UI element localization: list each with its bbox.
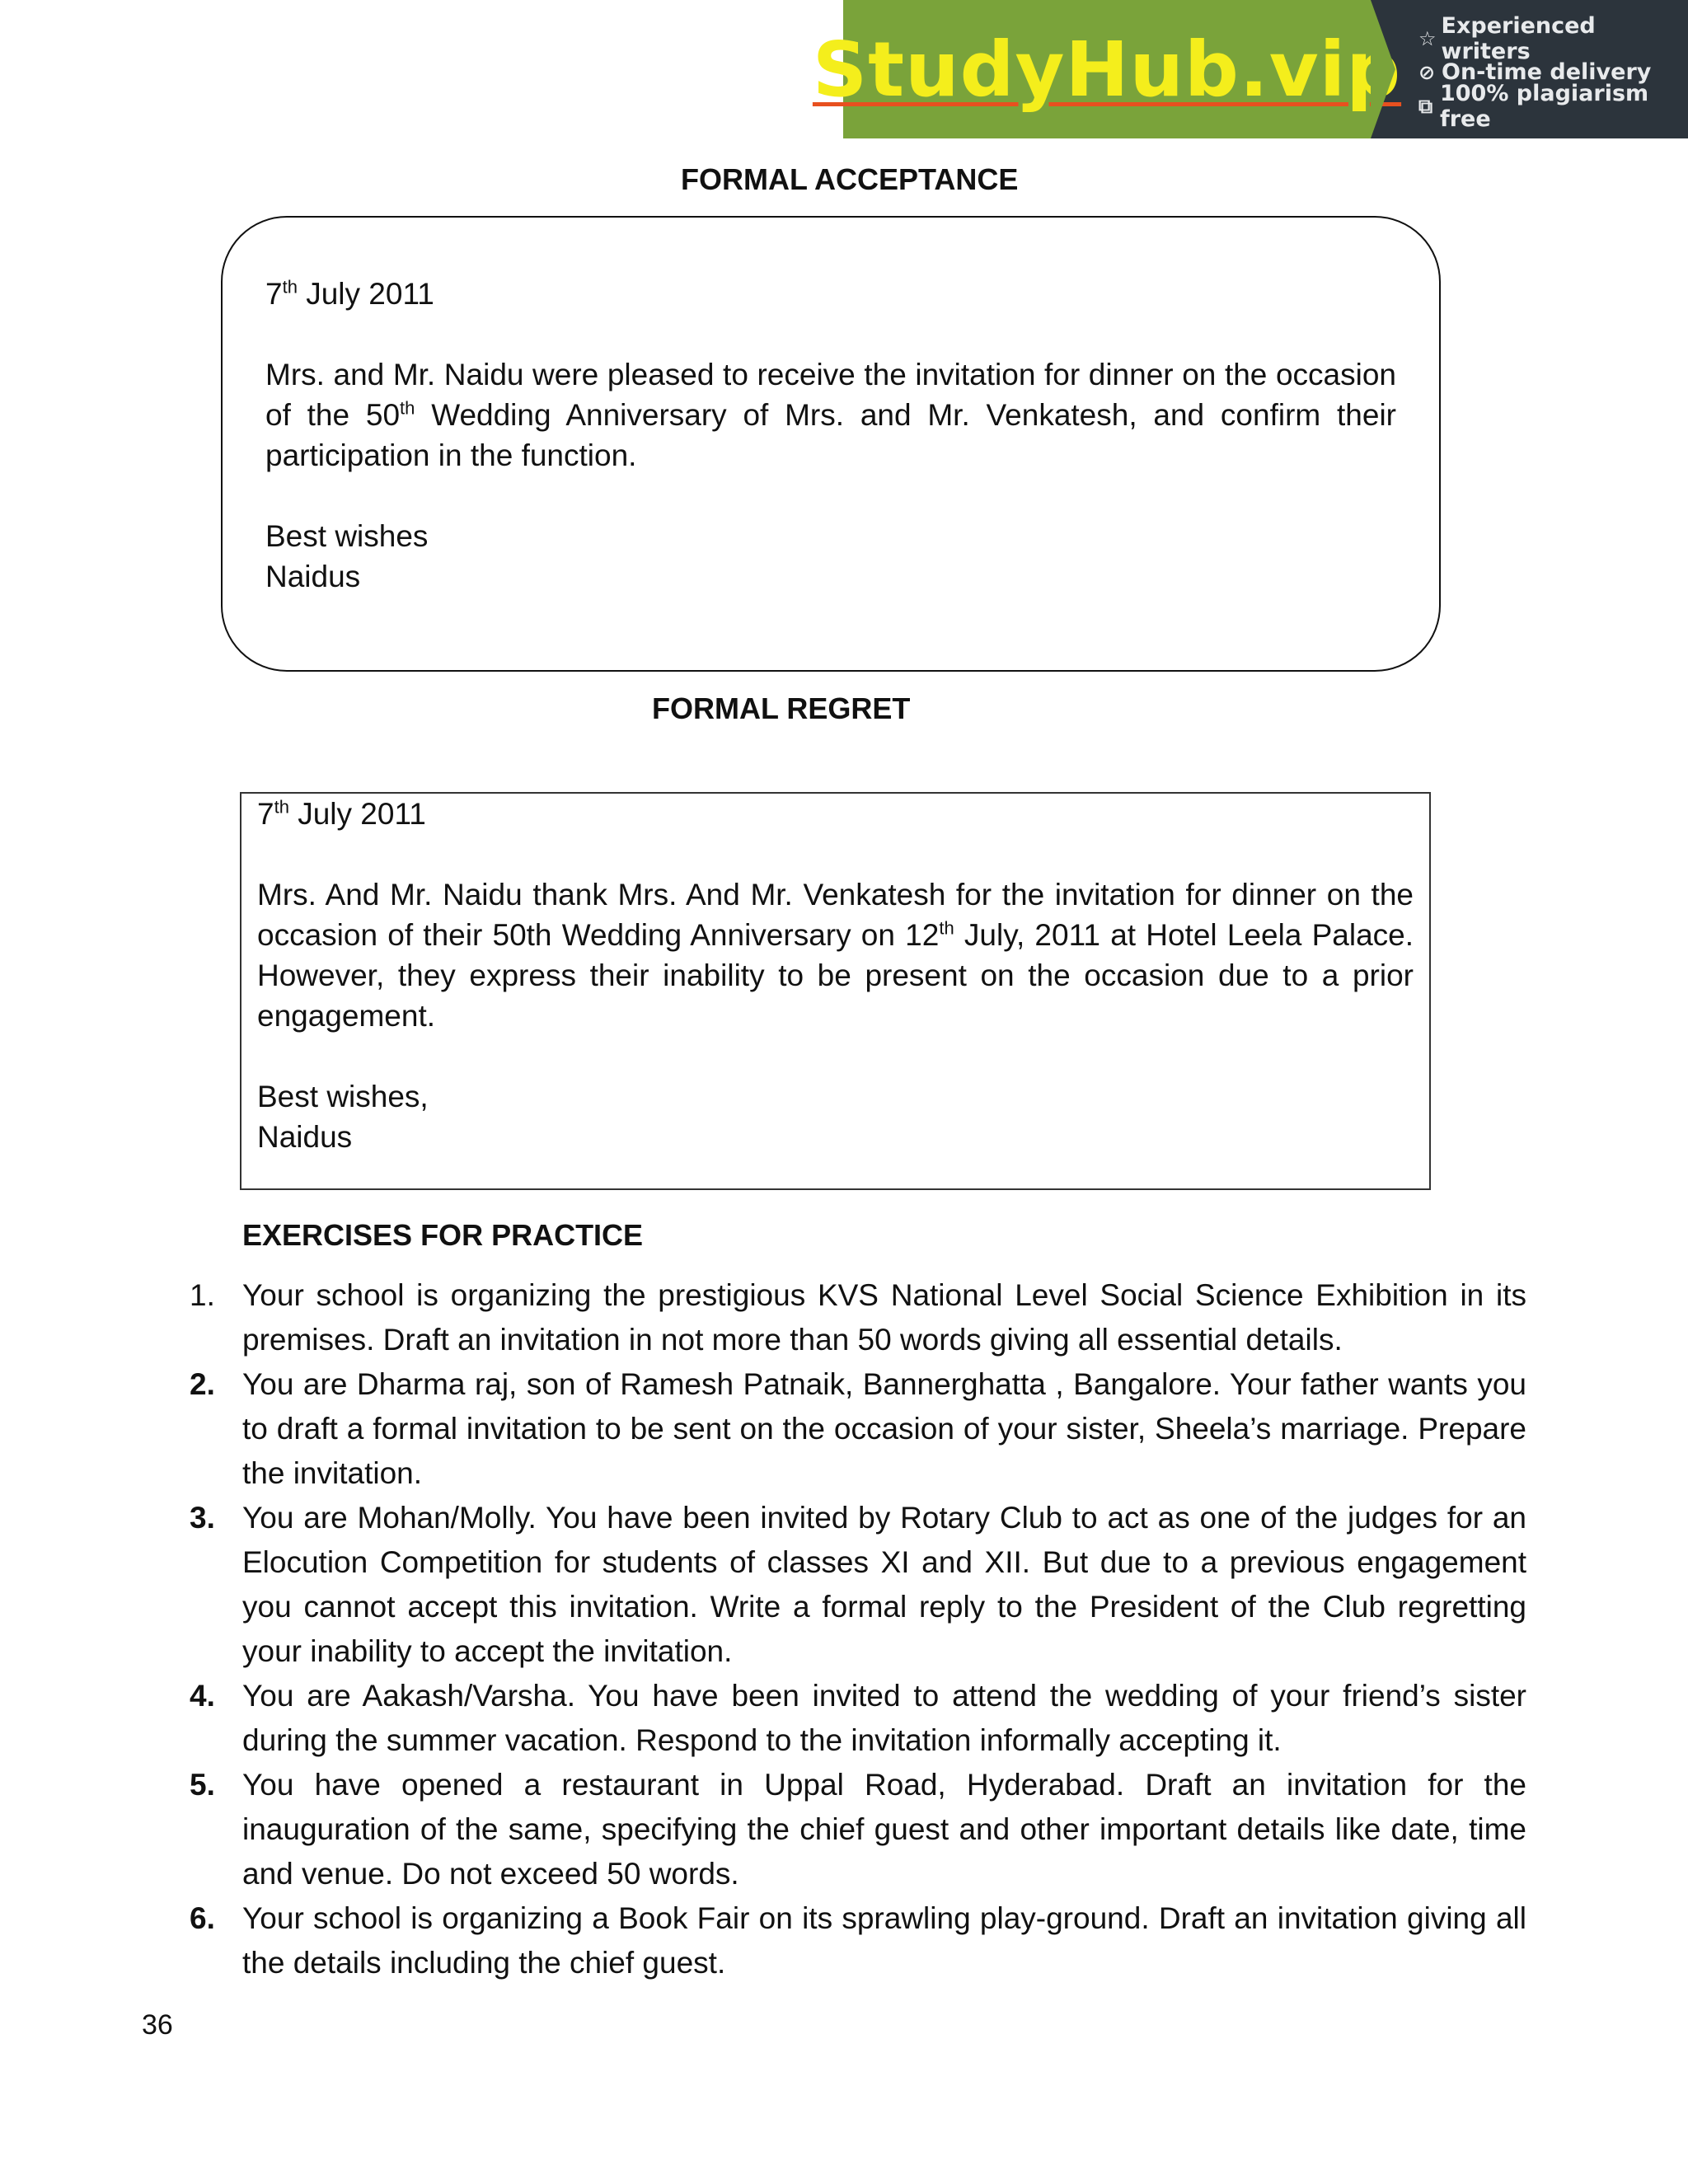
- item-number: 6.: [190, 1901, 215, 1935]
- exercises-section: [190, 1273, 1526, 1985]
- star-outline-icon: ☆: [1418, 26, 1437, 50]
- date-day: 7: [257, 797, 274, 831]
- regret-body: [257, 874, 1414, 1036]
- formal-regret-box: [240, 792, 1431, 1190]
- page-number: 36: [142, 2009, 173, 2041]
- date-suffix: th: [282, 276, 298, 298]
- item-text: You are Mohan/Molly. You have been invited by Rotary Club to act as one of the judges for an Elocution Competition for students of classes XI and XII. But due to a previous engagement you cannot accept this invitation. Write a formal reply to the President of the Club regretting your inability to accept the invitation.: [242, 1501, 1526, 1668]
- regret-date: [257, 794, 1414, 834]
- body-text: July, 2011 at Hotel Leela Palace. However, they express their inability to be present on the occasion due to a prior engagement.: [257, 918, 1414, 1033]
- item-number: 5.: [190, 1768, 215, 1802]
- item-text: You are Aakash/Varsha. You have been invited to attend the wedding of your friend’s sister during the summer vacation. Respond to the invitation informally accepting it.: [242, 1679, 1526, 1757]
- item-text: You have opened a restaurant in Uppal Road, Hyderabad. Draft an invitation for the inauguration of the same, specifying the chief guest and other important details like date, time and venue. Do not exceed 50 words.: [242, 1768, 1526, 1891]
- ordinal-suffix: th: [939, 917, 954, 939]
- date-day: 7: [265, 277, 283, 311]
- feature-label: 100% plagiarism free: [1439, 80, 1649, 132]
- feature-plagiarism-free: [1418, 80, 1688, 132]
- regret-signature: Naidus: [257, 1120, 353, 1154]
- exercise-list: [190, 1273, 1526, 1985]
- list-item: [190, 1273, 1526, 1362]
- item-number: 1.: [190, 1278, 215, 1312]
- list-item: [190, 1674, 1526, 1763]
- copy-icon: ⧉: [1418, 94, 1433, 118]
- item-number: 3.: [190, 1501, 215, 1535]
- item-text: Your school is organizing the prestigious KVS National Level Social Science Exhibition in its premises. Draft an invitation in not more than 50 words giving all essential details.: [242, 1278, 1526, 1357]
- acceptance-body: [265, 354, 1396, 476]
- date-month-year: July 2011: [297, 277, 434, 311]
- date-month-year: July 2011: [288, 797, 426, 831]
- item-text: Your school is organizing a Book Fair on its sprawling play-ground. Draft an invitation giving all the details including the chief guest.: [242, 1901, 1526, 1980]
- regret-closing: Best wishes,: [257, 1080, 429, 1113]
- body-text: Mrs. and Mr. Naidu were pleased to receive the invitation for dinner on the occasion of the 50: [265, 358, 1396, 432]
- list-item: [190, 1896, 1526, 1985]
- list-item: [190, 1496, 1526, 1674]
- clock-icon: ⊘: [1418, 60, 1436, 84]
- list-item: [190, 1763, 1526, 1896]
- formal-acceptance-box: [221, 216, 1441, 672]
- body-text: Mrs. And Mr. Naidu thank Mrs. And Mr. Venkatesh for the invitation for dinner on the occasion of their 50th Wedding Anniversary on 12: [257, 878, 1414, 952]
- formal-acceptance-heading: FORMAL ACCEPTANCE: [681, 162, 1019, 196]
- acceptance-closing: Best wishes: [265, 519, 429, 553]
- acceptance-signature: Naidus: [265, 560, 361, 593]
- feature-label: Experienced writers: [1441, 12, 1596, 64]
- formal-regret-heading: FORMAL REGRET: [652, 691, 911, 725]
- studyhub-banner[interactable]: [812, 0, 1688, 138]
- acceptance-date: [265, 274, 1396, 314]
- body-text: Wedding Anniversary of Mrs. and Mr. Venkatesh, and confirm their participation in the function.: [265, 398, 1396, 472]
- item-number: 2.: [190, 1367, 215, 1401]
- feature-experienced-writers: [1418, 12, 1688, 64]
- brand-logo[interactable]: [812, 0, 1402, 138]
- exercises-heading: EXERCISES FOR PRACTICE: [242, 1218, 644, 1252]
- feature-list: [1371, 0, 1688, 138]
- item-text: You are Dharma raj, son of Ramesh Patnaik, Bannerghatta , Bangalore. Your father wants you to draft a formal invitation to be sent on the occasion of your sister, Sheela’s marriage. Prepare the invitation.: [242, 1367, 1526, 1490]
- item-number: 4.: [190, 1679, 215, 1713]
- feature-label: On-time delivery: [1442, 59, 1652, 85]
- ordinal-suffix: th: [400, 397, 415, 419]
- date-suffix: th: [274, 796, 289, 818]
- brand-name: StudyHub.vip: [812, 25, 1402, 114]
- list-item: [190, 1362, 1526, 1496]
